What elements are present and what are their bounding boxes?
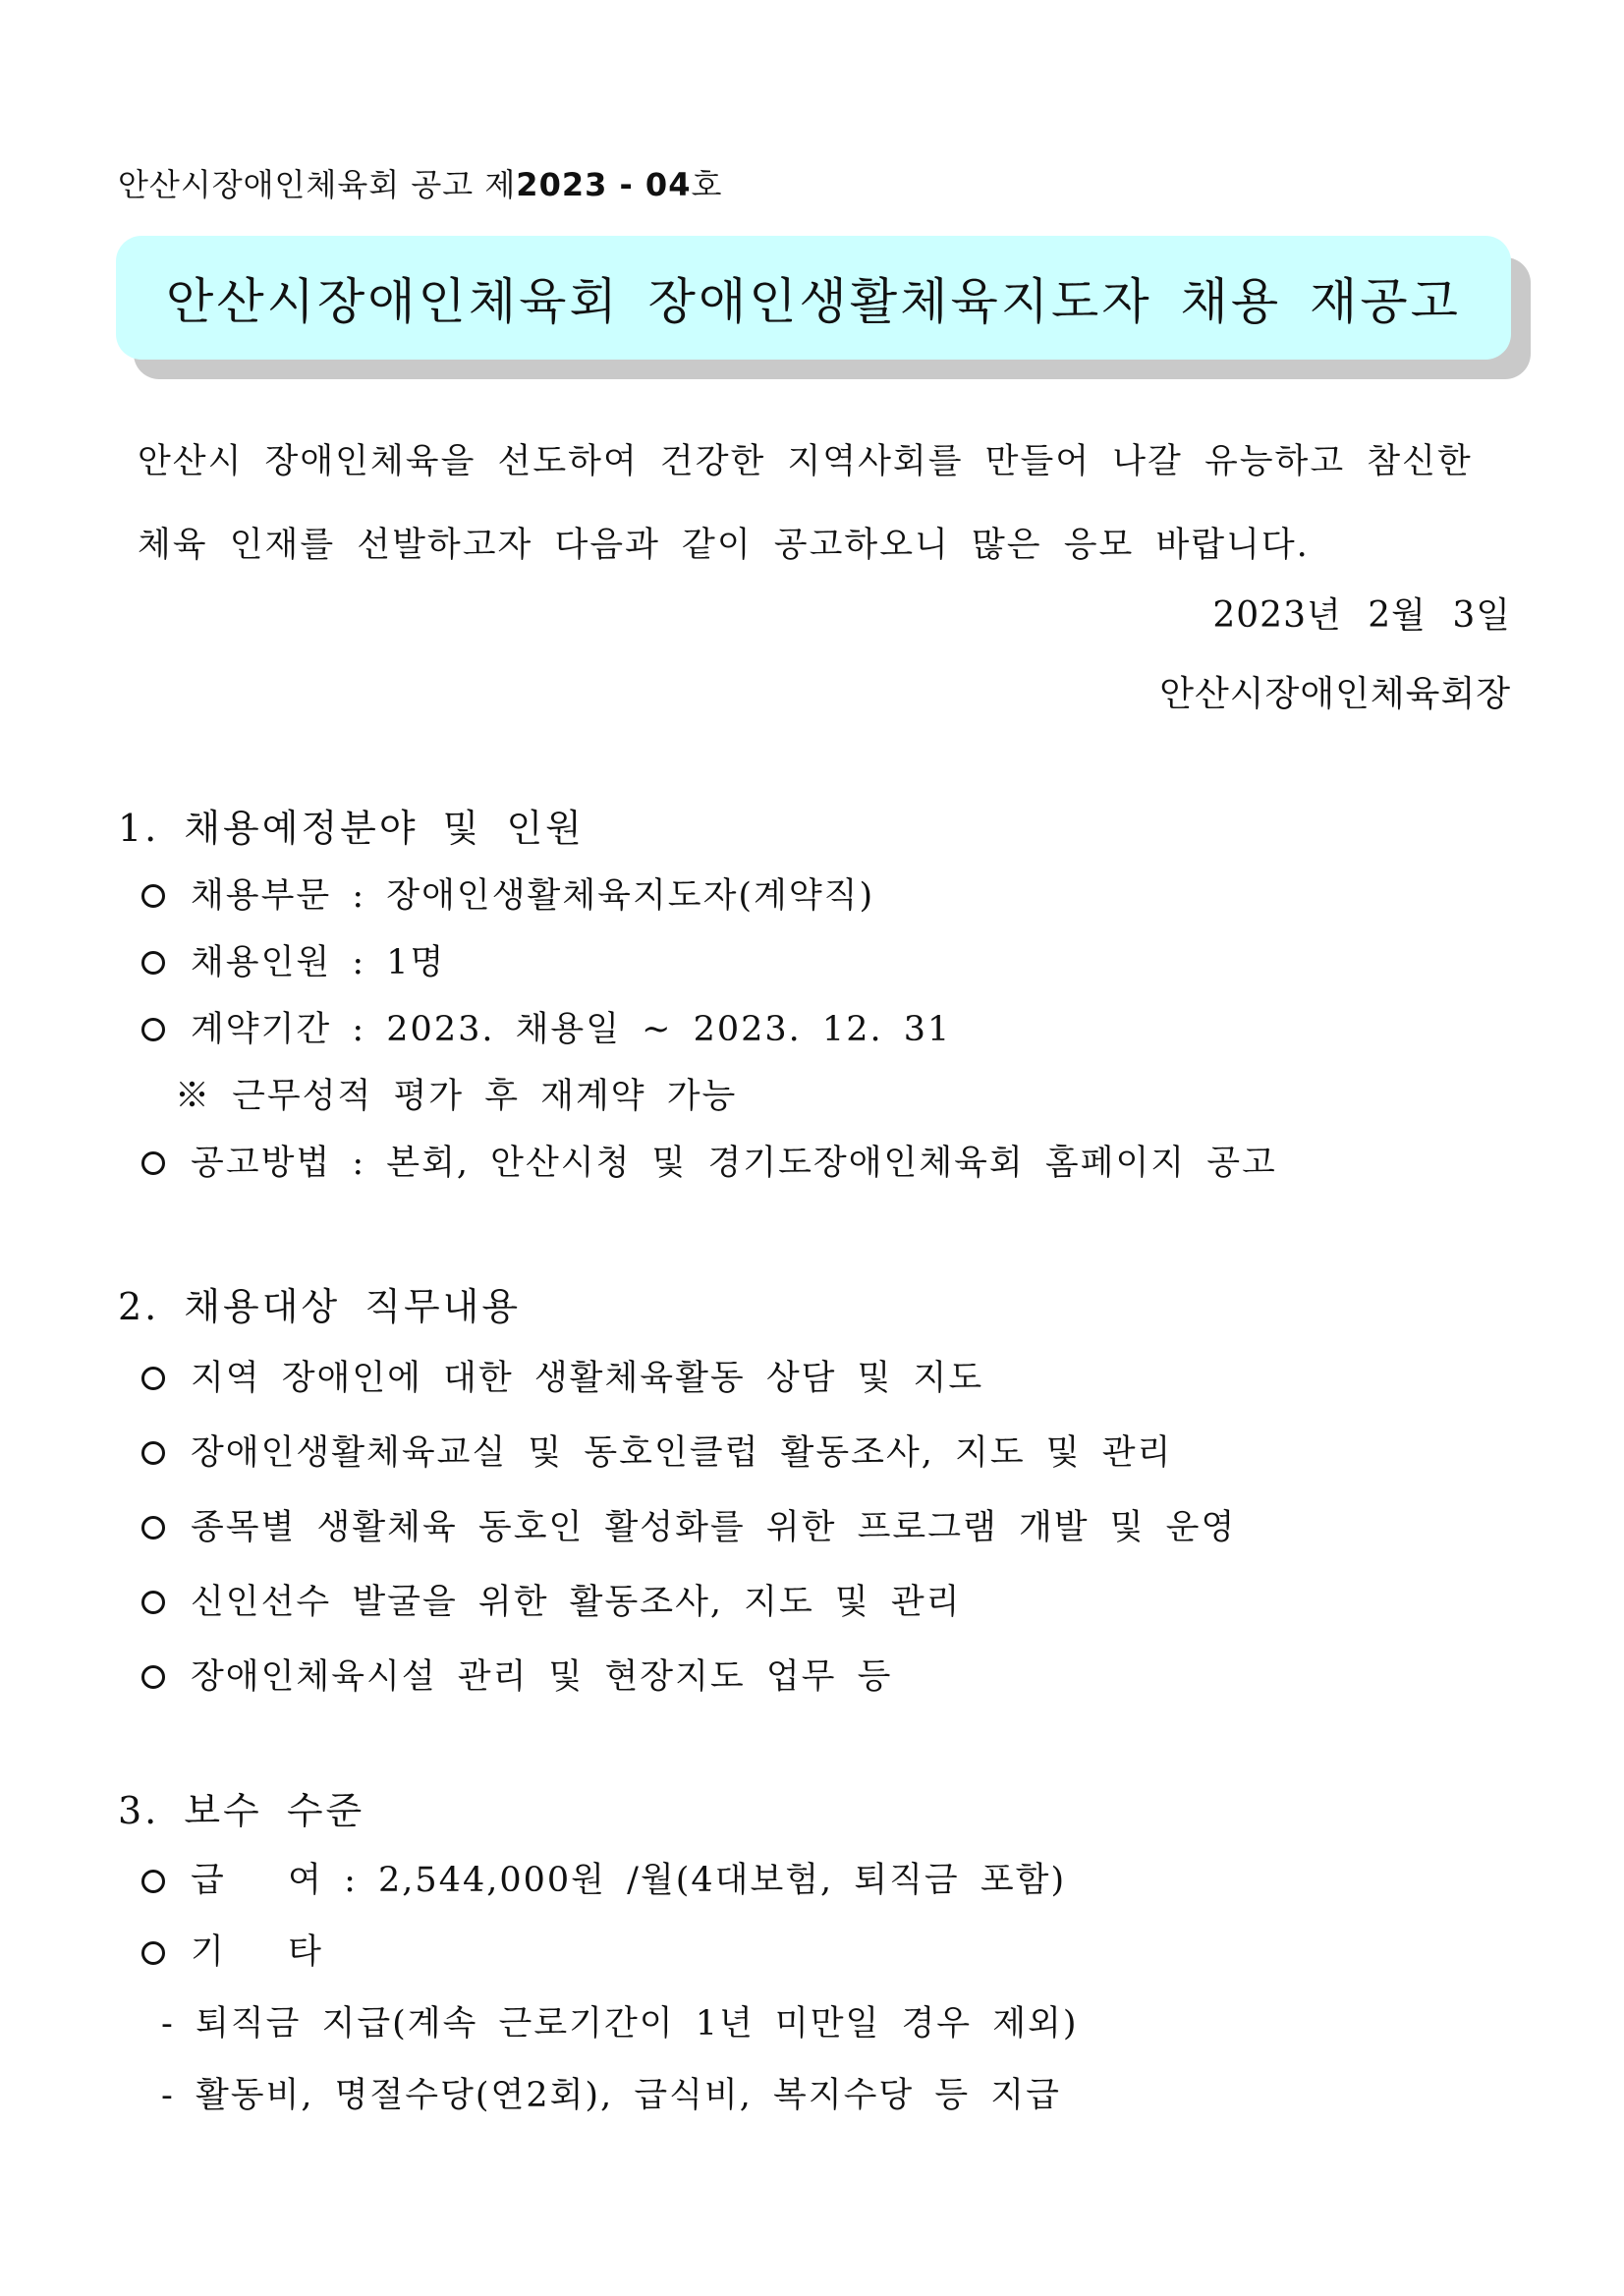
list-item: [118, 996, 1513, 1063]
notice-number-prefix: 안산시장애인체육회 공고 제: [118, 166, 517, 203]
list-item: [118, 1917, 1513, 1988]
issuer-name: 안산시장애인체육회장: [1159, 674, 1511, 714]
page-title: 안산시장애인체육회 장애인생활체육지도자 채용 재공고: [166, 273, 1461, 330]
list-item-text: 지역 장애인에 대한 생활체육활동 상담 및 지도: [191, 1359, 984, 1398]
circle-bullet-icon: [141, 1151, 165, 1175]
list-item: [118, 929, 1513, 996]
circle-bullet-icon: [141, 1665, 165, 1689]
section-heading: 2. 채용대상 직무내용: [118, 1285, 522, 1328]
section-heading: 1. 채용예정분야 및 인원: [118, 807, 585, 850]
list-item: [118, 863, 1513, 929]
title-box: [116, 236, 1511, 360]
list-item-text: 채용부문 : 장애인생활체육지도자(계약직): [191, 876, 875, 916]
list-item-text: 채용인원 : 1명: [191, 943, 446, 982]
circle-bullet-icon: [141, 1018, 165, 1041]
list-item-text: 신인선수 발굴을 위한 활동조사, 지도 및 관리: [191, 1583, 962, 1622]
circle-bullet-icon: [141, 1870, 165, 1893]
list-item-text: 장애인생활체육교실 및 동호인클럽 활동조사, 지도 및 관리: [191, 1433, 1173, 1473]
announcement-date: 2023년 2월 3일: [1212, 595, 1511, 636]
notice-number-value: 2023 - 04: [516, 166, 692, 203]
sub-list-item: - 퇴직금 지급(계속 근로기간이 1년 미만일 경우 제외): [161, 2004, 1079, 2044]
intro-line-2: 체육 인재를 선발하고자 다음과 같이 공고하오니 많은 응모 바랍니다.: [138, 526, 1310, 565]
list-item: [118, 1490, 1513, 1565]
list-item: [118, 1640, 1513, 1714]
list-item: [118, 1845, 1513, 1917]
circle-bullet-icon: [141, 951, 165, 975]
list-item-text: 기 타: [191, 1932, 323, 1972]
section-recruitment-field: [118, 794, 1513, 1197]
circle-bullet-icon: [141, 1441, 165, 1465]
list-item-text: 종목별 생활체육 동호인 활성화를 위한 프로그램 개발 및 운영: [191, 1508, 1237, 1547]
notice-number: [118, 160, 722, 205]
section-job-duties: [118, 1272, 1513, 1714]
circle-bullet-icon: [141, 1367, 165, 1390]
list-item: [118, 1416, 1513, 1490]
list-item-text: 급 여 : 2,544,000원 /월(4대보험, 퇴직금 포함): [191, 1861, 1067, 1900]
section-compensation: [118, 1776, 1513, 2132]
list-item: [118, 1565, 1513, 1640]
list-item-text: 공고방법 : 본회, 안산시청 및 경기도장애인체육회 홈페이지 공고: [191, 1144, 1277, 1183]
sub-list-item: - 활동비, 명절수당(연2회), 급식비, 복지수당 등 지급: [161, 2076, 1061, 2115]
list-item-text: 계약기간 : 2023. 채용일 ~ 2023. 12. 31: [191, 1010, 952, 1049]
list-item: [118, 1130, 1513, 1197]
note-text: ※ 근무성적 평가 후 재계약 가능: [175, 1077, 738, 1116]
circle-bullet-icon: [141, 884, 165, 908]
circle-bullet-icon: [141, 1941, 165, 1965]
circle-bullet-icon: [141, 1591, 165, 1614]
notice-number-suffix: 호: [691, 166, 723, 203]
circle-bullet-icon: [141, 1516, 165, 1540]
intro-paragraph: [138, 420, 1513, 588]
list-item: [118, 1341, 1513, 1416]
list-item-text: 장애인체육시설 관리 및 현장지도 업무 등: [191, 1657, 893, 1697]
section-heading: 3. 보수 수준: [118, 1789, 365, 1832]
intro-line-1: 안산시 장애인체육을 선도하여 건강한 지역사회를 만들어 나갈 유능하고 참신한: [138, 442, 1473, 481]
